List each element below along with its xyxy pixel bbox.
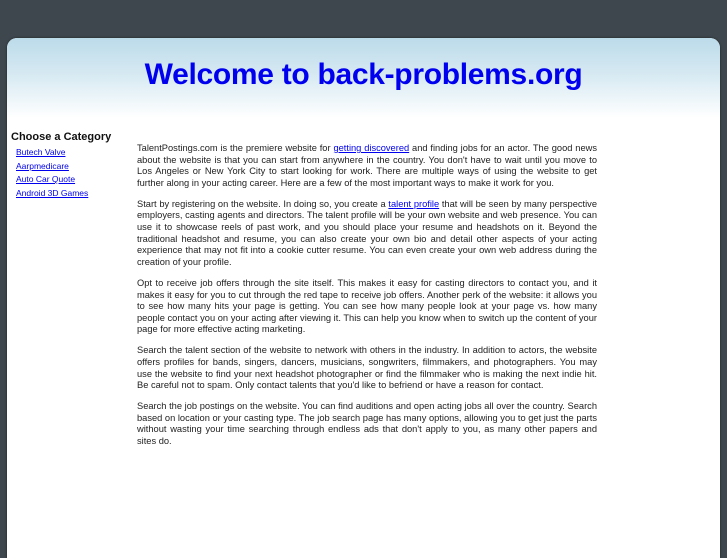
category-link-butech-valve[interactable]: Butech Valve	[16, 147, 66, 157]
paragraph: Opt to receive job offers through the site itself. This makes it easy for casting directors to contact you, and it makes it easy for you to cut through the red tape to receive job offers. Another perk of the website: it allows you to see how many hits your page is getting. You can see how many people look at your page vs. how many people contact you on your acting after viewing it. This can help you know when to switch up the content of your page for more effective acting marketing.	[137, 277, 597, 335]
text: Start by registering on the website. In doing so, you create a	[137, 198, 389, 209]
talent-profile-link[interactable]: talent profile	[388, 198, 440, 209]
paragraph: Search the talent section of the website to network with others in the industry. In addition to actors, the website offers profiles for bands, singers, dancers, musicians, songwriters, filmmakers, and photographers. You may use the website to find your next headshot photographer or find the filmmaker who is making the next indie hit. Be careful not to spam. Only contact talents that you'd like to befriend or have a reason for contact.	[137, 345, 597, 391]
sidebar	[11, 131, 131, 200]
category-link-android-3d-games[interactable]: Android 3D Games	[16, 187, 89, 198]
category-link-aarpmedicare[interactable]: Aarpmedicare	[16, 160, 69, 171]
text: TalentPostings.com is the premiere website for	[137, 143, 334, 153]
paragraph	[137, 199, 597, 269]
article-content	[137, 143, 597, 457]
text: and finding jobs for an actor. The good news about the website is that you can start from anywhere in the country. You don't have to wait until you move to Los Angeles or New York City to start looking for work. There are multiple ways of using the website to get further along in your acting career. Here are a few of the most important ways to make it work for you.	[137, 143, 597, 188]
category-link-auto-car-quote[interactable]: Auto Car Quote	[16, 174, 76, 184]
header	[7, 38, 720, 118]
page-panel	[7, 38, 720, 558]
sidebar-heading: Choose a Category	[11, 131, 112, 143]
paragraph	[137, 143, 597, 189]
text: that will be seen by many perspective employers, casting agents and directors. The talent profile will be your own website and web presence. You can use it to showcase reels of past work, and you should place your resume and headshots on it. Beyond the traditional headshot and resume, you can also create your own bio and detail other aspects of your acting experience that may not fit into a cookie cutter resume. You can even create your own web address during the creation of your profile.	[137, 198, 597, 267]
paragraph: Search the job postings on the website. You can find auditions and open acting jobs all over the country. Search based on location or your casting type. The job search page has many options, allowing you to get just the parts without wasting your time searching through endless ads that don't apply to you, as many other papers and sites do.	[137, 401, 597, 447]
getting-discovered-link[interactable]: getting discovered	[333, 143, 410, 153]
page-title: Welcome to back-problems.org	[144, 58, 583, 91]
